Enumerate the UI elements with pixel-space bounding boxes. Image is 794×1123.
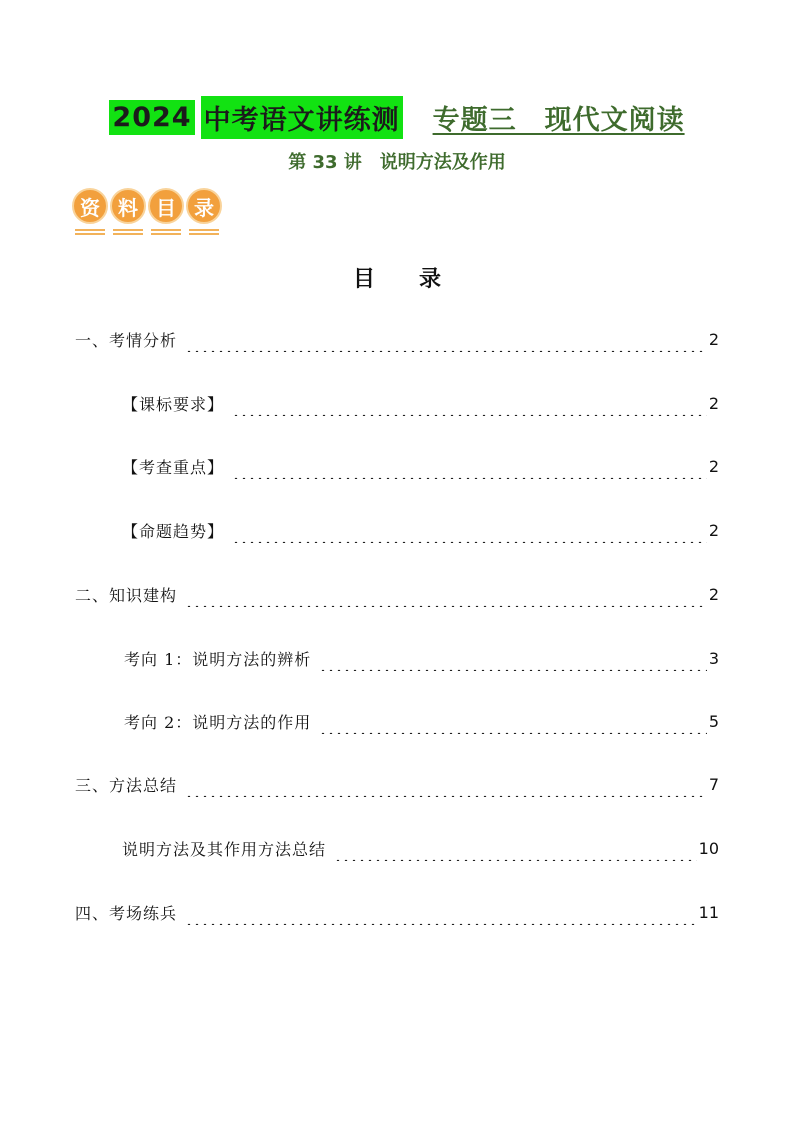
badge-item bbox=[110, 188, 146, 235]
badge-underline bbox=[151, 227, 181, 235]
toc-entry-page: 2 bbox=[708, 456, 719, 476]
toc-entry[interactable] bbox=[122, 390, 719, 416]
badge-char: 录 bbox=[186, 188, 222, 224]
toc-entry-page: 5 bbox=[708, 711, 719, 731]
toc-entry-text: 考向 2：说明方法的作用 bbox=[124, 712, 312, 732]
toc-leader-dots bbox=[185, 336, 707, 352]
toc-leader-dots bbox=[232, 527, 707, 543]
toc-leader-dots bbox=[232, 463, 707, 479]
toc-leader-dots bbox=[185, 781, 707, 797]
toc-entry-text: 【考查重点】 bbox=[122, 457, 225, 477]
toc-entry-text: 【命题趋势】 bbox=[122, 521, 225, 541]
toc-entry[interactable] bbox=[75, 899, 719, 925]
title-topic: 专题三 现代文阅读 bbox=[432, 105, 685, 136]
toc-entry-text: 三、方法总结 bbox=[75, 775, 178, 795]
toc-entry[interactable] bbox=[124, 645, 719, 671]
toc-entry-page: 10 bbox=[698, 838, 719, 858]
toc-leader-dots bbox=[334, 845, 697, 861]
toc-entry-page: 7 bbox=[708, 774, 719, 794]
toc-entry[interactable] bbox=[75, 771, 719, 797]
badge-char: 料 bbox=[110, 188, 146, 224]
document-title bbox=[0, 96, 794, 139]
lecture-subtitle: 第 33 讲 说明方法及作用 bbox=[288, 152, 506, 173]
toc-entry-page: 3 bbox=[708, 648, 719, 668]
badge-item bbox=[186, 188, 222, 235]
toc-entry[interactable] bbox=[75, 326, 719, 352]
toc-entry-page: 2 bbox=[708, 520, 719, 540]
toc-entry-text: 二、知识建构 bbox=[75, 585, 178, 605]
toc-entry-text: 【课标要求】 bbox=[122, 394, 225, 414]
toc-entry[interactable] bbox=[122, 517, 719, 543]
toc-entry[interactable] bbox=[122, 453, 719, 479]
badge-item bbox=[72, 188, 108, 235]
badge-char: 资 bbox=[72, 188, 108, 224]
toc-leader-dots bbox=[319, 655, 707, 671]
badge-underline bbox=[189, 227, 219, 235]
toc-leader-dots bbox=[185, 591, 707, 607]
badge-underline bbox=[113, 227, 143, 235]
toc-entry[interactable] bbox=[124, 708, 719, 734]
toc-entry-page: 2 bbox=[708, 329, 719, 349]
toc-entry-page: 2 bbox=[708, 584, 719, 604]
badge-item bbox=[148, 188, 184, 235]
title-year: 2024 bbox=[109, 100, 194, 135]
toc-heading: 目 录 bbox=[352, 266, 441, 292]
badge-underline bbox=[75, 227, 105, 235]
title-series: 中考语文讲练测 bbox=[201, 96, 403, 139]
toc-entry-page: 2 bbox=[708, 393, 719, 413]
toc-entry-page: 11 bbox=[698, 902, 719, 922]
toc-entry-text: 四、考场练兵 bbox=[75, 903, 178, 923]
toc-entry-text: 考向 1：说明方法的辨析 bbox=[124, 649, 312, 669]
toc-entry[interactable] bbox=[122, 835, 719, 861]
badge-char: 目 bbox=[148, 188, 184, 224]
toc-leader-dots bbox=[232, 400, 707, 416]
toc-entry-text: 说明方法及其作用方法总结 bbox=[122, 839, 327, 859]
toc-leader-dots bbox=[185, 909, 697, 925]
toc-entry-text: 一、考情分析 bbox=[75, 330, 178, 350]
toc-entry[interactable] bbox=[75, 581, 719, 607]
materials-contents-badge bbox=[72, 188, 224, 235]
toc-leader-dots bbox=[319, 718, 707, 734]
